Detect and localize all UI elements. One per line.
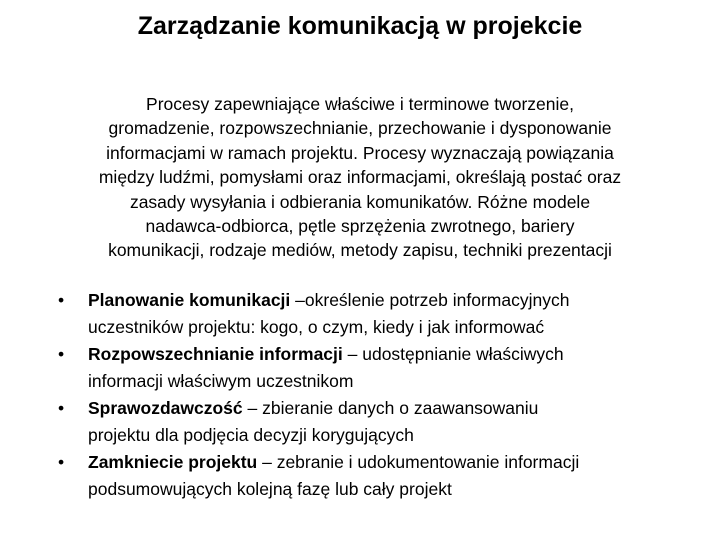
intro-line: informacjami w ramach projektu. Procesy wyznaczają powiązania [106,142,614,163]
intro-line: gromadzenie, rozpowszechnianie, przechowanie i dysponowanie [108,118,612,139]
bullet-line [88,341,720,368]
bullet-line [88,395,720,422]
bullet-text: – zbieranie danych o zaawansowaniu [242,398,539,418]
bullet-line: informacji właściwym uczestnikom [88,370,354,391]
bullet-item-planning [0,287,720,340]
bullet-item-reporting [0,395,720,448]
bullet-text: – udostępnianie właściwych [342,344,564,364]
bullet-term: Sprawozdawczość [88,398,243,418]
bullet-term: Rozpowszechnianie informacji [88,344,343,364]
bullet-line: projektu dla podjęcia decyzji korygujących [88,424,414,445]
bullet-term: Zamkniecie projektu [88,452,258,472]
bullet-dot-icon: • [58,344,65,364]
bullet-list [0,287,720,503]
bullet-item-distribution [0,341,720,394]
bullet-dot-icon: • [58,290,65,310]
intro-paragraph [40,92,680,263]
bullet-line [88,449,720,476]
bullet-text: –określenie potrzeb informacyjnych [290,290,570,310]
bullet-text: – zebranie i udokumentowanie informacji [257,452,580,472]
bullet-dot-icon: • [58,452,65,472]
bullet-line [88,287,720,314]
bullet-dot-icon: • [58,398,65,418]
slide-title: Zarządzanie komunikacją w projekcie [137,12,583,40]
intro-line: komunikacji, rodzaje mediów, metody zapisu, techniki prezentacji [108,240,612,261]
intro-line: między ludźmi, pomysłami oraz informacjami, określają postać oraz [98,167,622,188]
bullet-item-closure [0,449,720,502]
intro-line: nadawca-odbiorca, pętle sprzężenia zwrotnego, bariery [145,216,575,237]
bullet-line: uczestników projektu: kogo, o czym, kiedy i jak informować [88,316,545,337]
bullet-line: podsumowujących kolejną fazę lub cały projekt [88,478,452,499]
intro-line: zasady wysyłania i odbierania komunikatów. Różne modele [129,191,591,212]
intro-line: Procesy zapewniające właściwe i terminowe tworzenie, [146,94,574,114]
bullet-term: Planowanie komunikacji [88,290,291,310]
